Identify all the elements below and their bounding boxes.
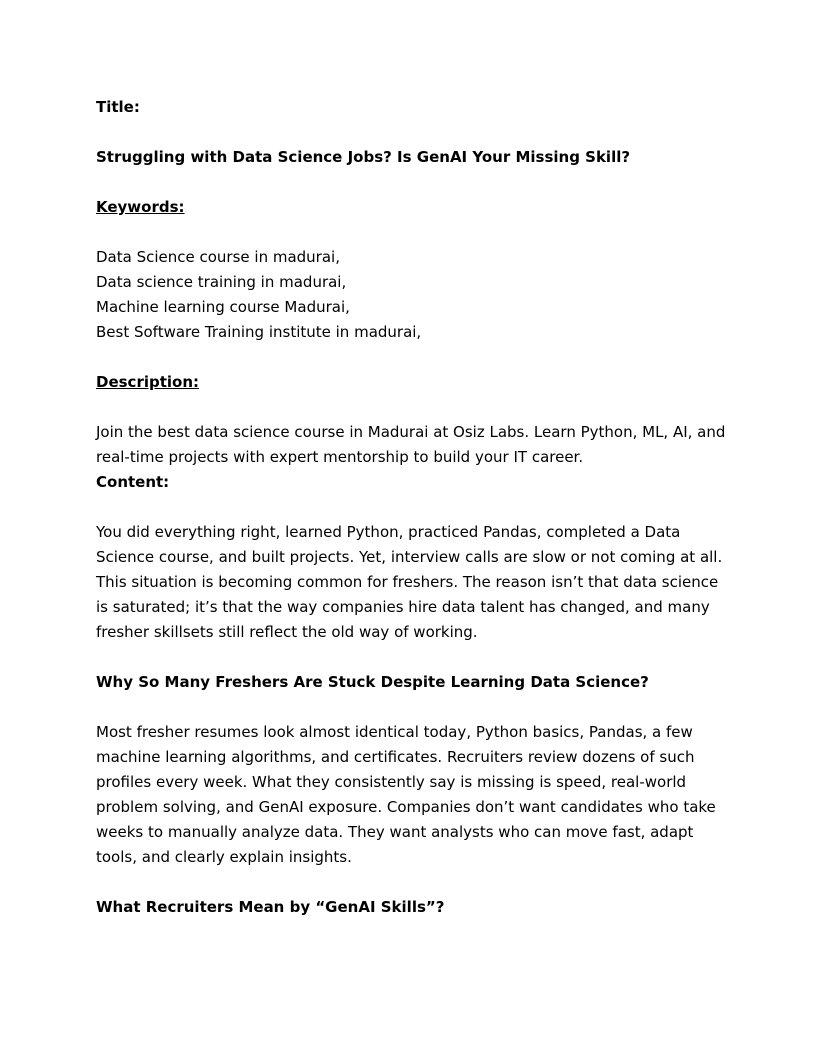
paragraph-line: weeks to manually analyze data. They want analysts who can move fast, adapt [96, 823, 694, 841]
description-line: Join the best data science course in Madurai at Osiz Labs. Learn Python, ML, AI, and [96, 423, 726, 441]
paragraph-line: tools, and clearly explain insights. [96, 848, 352, 866]
description-label: Description: [96, 373, 200, 391]
document-page [96, 95, 736, 920]
paragraph-line: is saturated; it’s that the way companies hire data talent has changed, and many [96, 598, 710, 616]
keyword-item: Data Science course in madurai, [96, 248, 340, 266]
paragraph-line: Most fresher resumes look almost identical today, Python basics, Pandas, a few [96, 723, 693, 741]
title-label: Title: [96, 98, 140, 116]
section-heading: Why So Many Freshers Are Stuck Despite Learning Data Science? [96, 673, 649, 691]
paragraph-line: fresher skillsets still reflect the old way of working. [96, 623, 478, 641]
paragraph-line: You did everything right, learned Python, practiced Pandas, completed a Data [96, 523, 681, 541]
paragraph-line: This situation is becoming common for freshers. The reason isn’t that data science [96, 573, 719, 591]
paragraph-line: problem solving, and GenAI exposure. Companies don’t want candidates who take [96, 798, 716, 816]
keyword-item: Machine learning course Madurai, [96, 298, 350, 316]
content-paragraph [96, 720, 736, 870]
paragraph-line: Science course, and built projects. Yet, interview calls are slow or not coming at all. [96, 548, 723, 566]
keywords-list [96, 245, 736, 345]
paragraph-line: profiles every week. What they consistently say is missing is speed, real-world [96, 773, 687, 791]
paragraph-line: machine learning algorithms, and certificates. Recruiters review dozens of such [96, 748, 695, 766]
content-label: Content: [96, 473, 170, 491]
description-line: real-time projects with expert mentorship to build your IT career. [96, 448, 584, 466]
keyword-item: Best Software Training institute in madurai, [96, 323, 422, 341]
description-text [96, 420, 736, 470]
document-title: Struggling with Data Science Jobs? Is GenAI Your Missing Skill? [96, 148, 631, 166]
keywords-label: Keywords: [96, 198, 185, 216]
section-heading: What Recruiters Mean by “GenAI Skills”? [96, 898, 445, 916]
keyword-item: Data science training in madurai, [96, 273, 347, 291]
content-paragraph [96, 520, 736, 645]
